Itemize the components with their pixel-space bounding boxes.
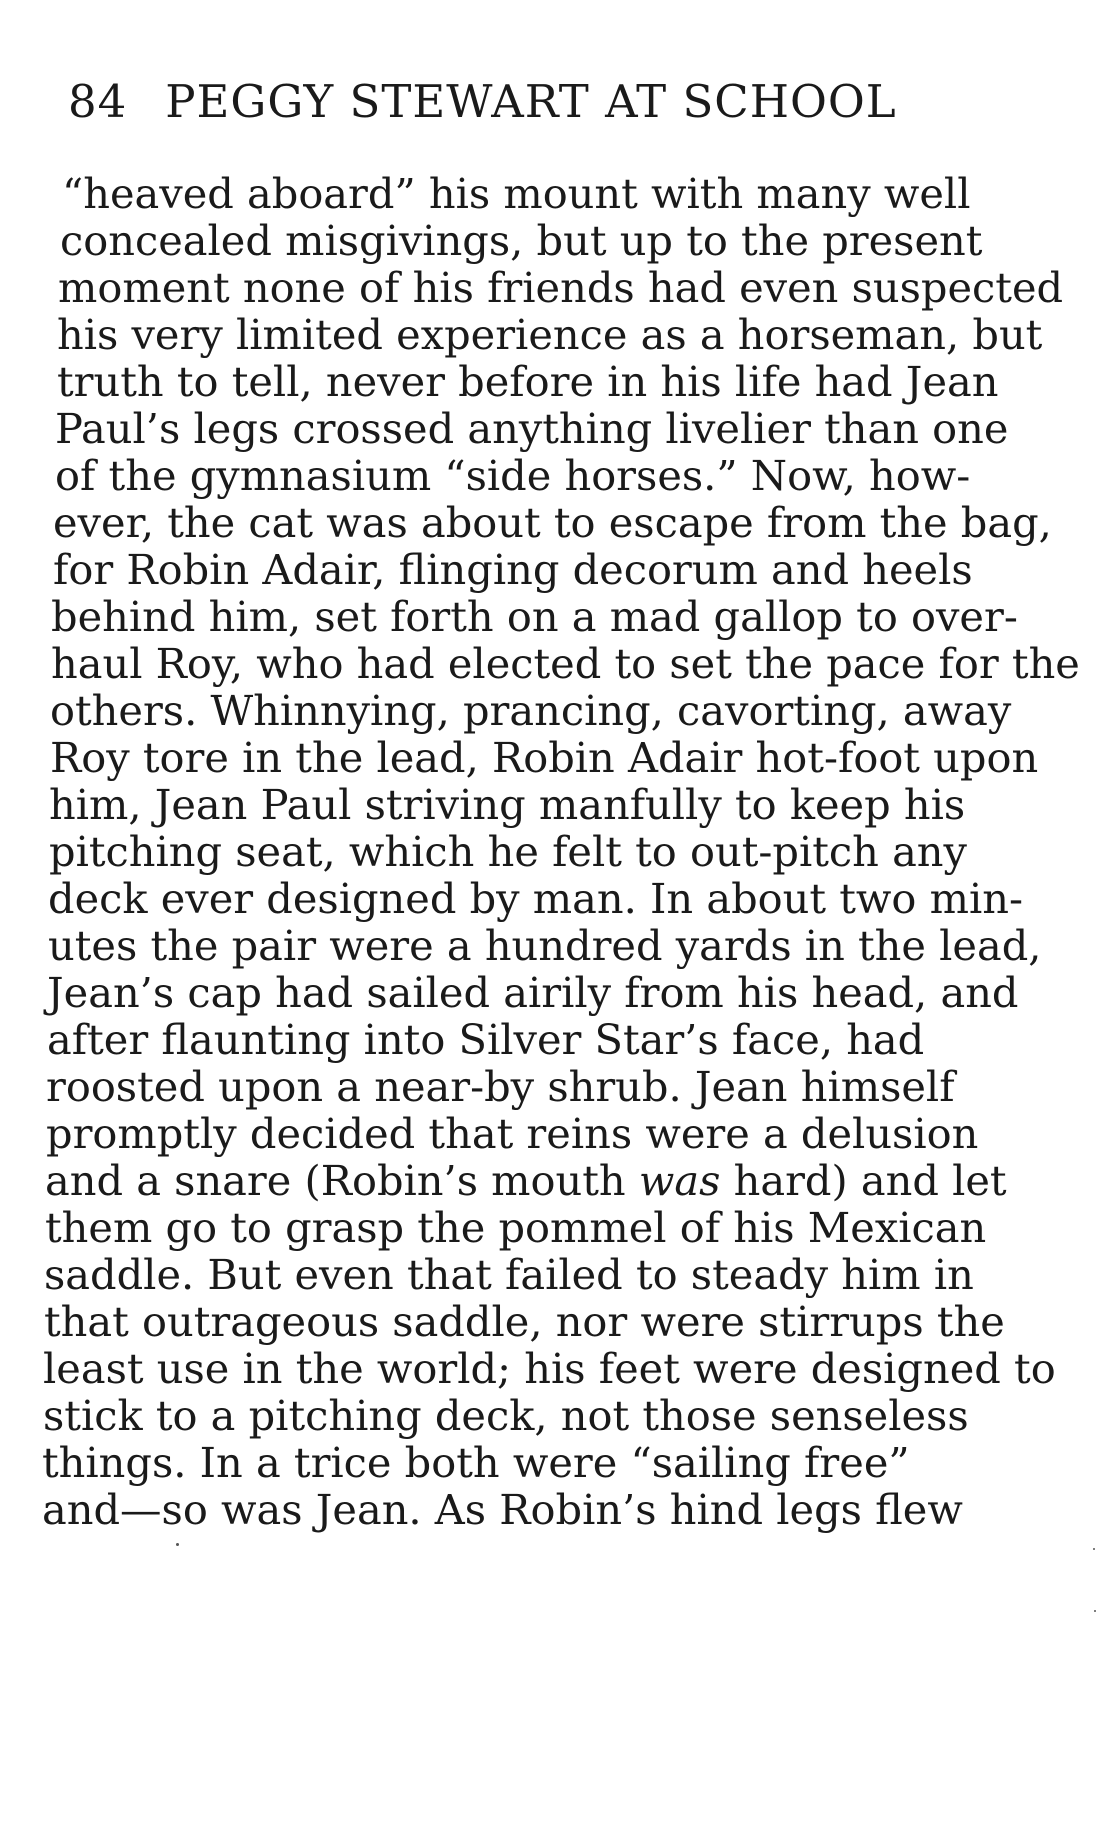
text-line: them go to grasp the pommel of his Mexican bbox=[45, 1203, 987, 1252]
italic-word: was bbox=[638, 1156, 721, 1205]
text-line: of the gymnasium “side horses.” Now, how- bbox=[55, 451, 971, 500]
print-speck bbox=[1094, 1610, 1096, 1612]
text-line: his very limited experience as a horseman, but bbox=[57, 310, 1043, 359]
print-speck bbox=[176, 1543, 179, 1546]
running-head bbox=[68, 74, 897, 130]
text-line: utes the pair were a hundred yards in the lead, bbox=[48, 921, 1042, 970]
text-line: promptly decided that reins were a delusion bbox=[46, 1109, 979, 1158]
text-line: for Robin Adair, flinging decorum and heels bbox=[53, 545, 973, 594]
text-line: concealed misgivings, but up to the present bbox=[60, 216, 983, 265]
text-line: Jean’s cap had sailed airily from his head, and bbox=[47, 968, 1019, 1017]
text-line: saddle. But even that failed to steady him in bbox=[44, 1250, 974, 1299]
text-line: ever, the cat was about to escape from the bag, bbox=[53, 498, 1052, 547]
print-speck bbox=[1093, 1548, 1095, 1550]
text-line: deck ever designed by man. In about two min- bbox=[48, 874, 1023, 923]
text-line: Paul’s legs crossed anything livelier than one bbox=[55, 404, 1009, 453]
text-line: “heaved aboard” his mount with many well bbox=[62, 169, 971, 218]
text-line: haul Roy, who had elected to set the pace for the bbox=[51, 639, 1080, 688]
text-span: hard) and let bbox=[720, 1156, 1007, 1205]
text-line: after flaunting into Silver Star’s face, had bbox=[47, 1015, 925, 1064]
text-line: moment none of his friends had even suspected bbox=[58, 263, 1064, 312]
running-title: PEGGY STEWART AT SCHOOL bbox=[165, 75, 897, 128]
text-line: that outrageous saddle, nor were stirrups the bbox=[44, 1297, 1005, 1346]
text-line: Roy tore in the lead, Robin Adair hot-foot upon bbox=[50, 733, 1039, 782]
text-line: least use in the world; his feet were designed to bbox=[43, 1344, 1056, 1393]
text-line: behind him, set forth on a mad gallop to over- bbox=[51, 592, 1018, 641]
text-line: truth to tell, never before in his life had Jean bbox=[57, 357, 999, 406]
text-line: roosted upon a near-by shrub. Jean himself bbox=[46, 1062, 955, 1111]
text-line: pitching seat, which he felt to out-pitch any bbox=[49, 827, 967, 876]
text-line: things. In a trice both were “sailing free” bbox=[42, 1438, 910, 1487]
text-span: and a snare (Robin’s mouth bbox=[45, 1156, 639, 1205]
text-line: him, Jean Paul striving manfully to keep his bbox=[49, 780, 966, 829]
text-line: and—so was Jean. As Robin’s hind legs flew bbox=[42, 1485, 963, 1534]
page-number: 84 bbox=[68, 75, 128, 128]
text-line: others. Whinnying, prancing, cavorting, away bbox=[50, 686, 1012, 735]
text-line: stick to a pitching deck, not those senseless bbox=[43, 1391, 969, 1440]
